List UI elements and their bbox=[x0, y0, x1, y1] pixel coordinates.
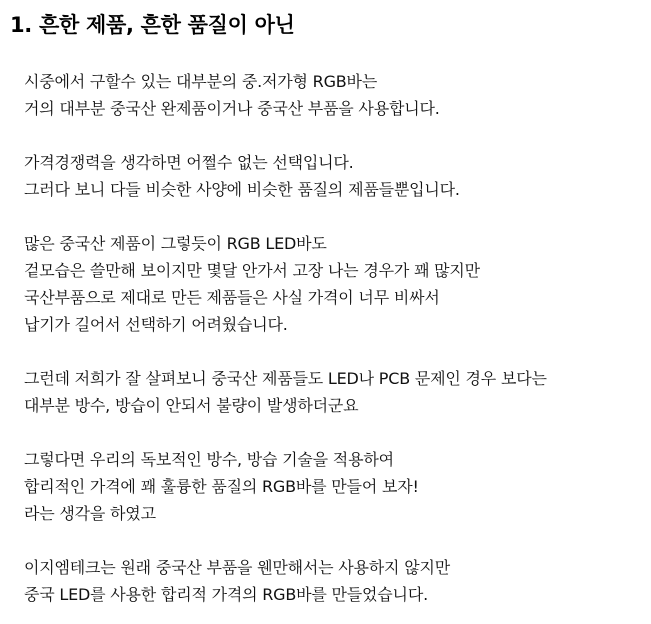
paragraph-2 bbox=[24, 149, 460, 203]
paragraph-line: 라는 생각을 하였고 bbox=[24, 504, 156, 523]
section-title: 1. 흔한 제품, 흔한 품질이 아닌 bbox=[10, 13, 295, 37]
paragraph-line: 합리적인 가격에 꽤 훌륭한 품질의 RGB바를 만들어 보자! bbox=[24, 477, 419, 496]
paragraph-5 bbox=[24, 446, 419, 527]
paragraph-line: 그러다 보니 다들 비슷한 사양에 비슷한 품질의 제품들뿐입니다. bbox=[24, 180, 460, 199]
paragraph-line: 겉모습은 쓸만해 보이지만 몇달 안가서 고장 나는 경우가 꽤 많지만 bbox=[24, 261, 480, 280]
paragraph-4 bbox=[24, 365, 547, 419]
paragraph-1 bbox=[24, 68, 440, 122]
paragraph-3 bbox=[24, 230, 480, 338]
paragraph-line: 많은 중국산 제품이 그렇듯이 RGB LED바도 bbox=[24, 234, 327, 253]
paragraph-line: 중국 LED를 사용한 합리적 가격의 RGB바를 만들었습니다. bbox=[24, 585, 428, 604]
paragraph-line: 거의 대부분 중국산 완제품이거나 중국산 부품을 사용합니다. bbox=[24, 99, 440, 118]
paragraph-line: 국산부품으로 제대로 만든 제품들은 사실 가격이 너무 비싸서 bbox=[24, 288, 440, 307]
paragraph-line: 그런데 저희가 잘 살펴보니 중국산 제품들도 LED나 PCB 문제인 경우 보다는 bbox=[24, 369, 547, 388]
paragraph-line: 가격경쟁력을 생각하면 어쩔수 없는 선택입니다. bbox=[24, 153, 354, 172]
paragraph-line: 이지엠테크는 원래 중국산 부품을 웬만해서는 사용하지 않지만 bbox=[24, 558, 450, 577]
paragraph-line: 시중에서 구할수 있는 대부분의 중.저가형 RGB바는 bbox=[24, 72, 378, 91]
paragraph-line: 그렇다면 우리의 독보적인 방수, 방습 기술을 적용하여 bbox=[24, 450, 394, 469]
paragraph-line: 납기가 길어서 선택하기 어려웠습니다. bbox=[24, 315, 288, 334]
paragraph-6 bbox=[24, 554, 450, 608]
paragraph-line: 대부분 방수, 방습이 안되서 불량이 발생하더군요 bbox=[24, 396, 359, 415]
